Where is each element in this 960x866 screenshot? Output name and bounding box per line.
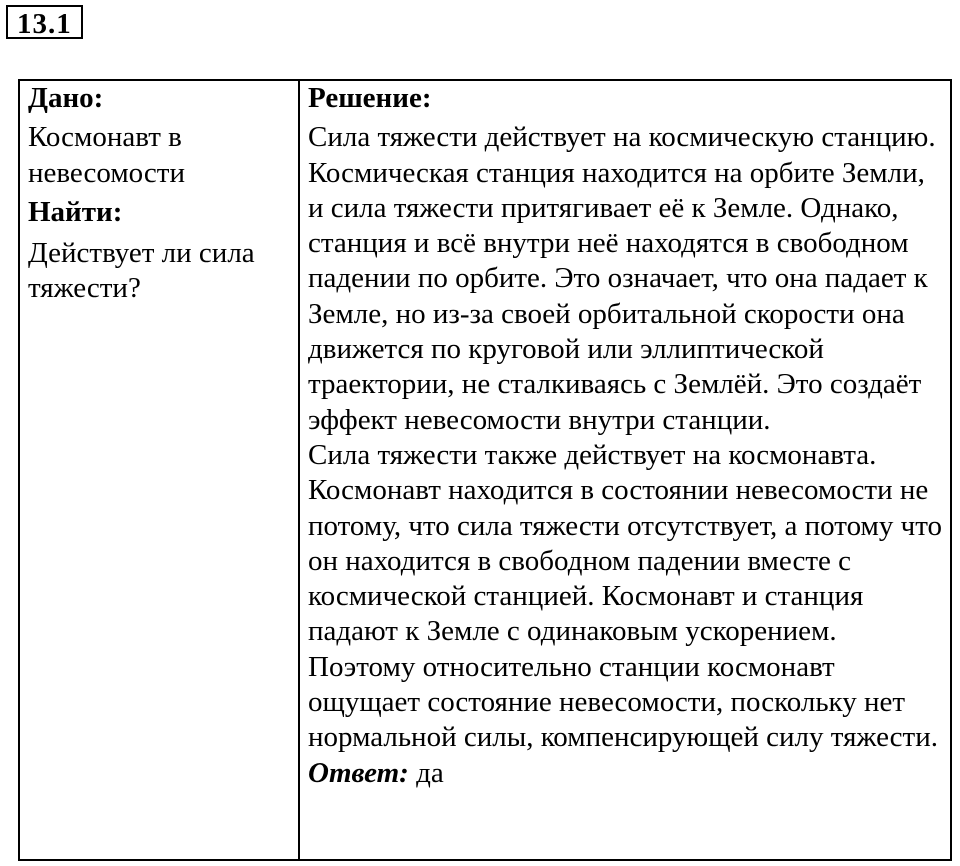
answer-line [308, 756, 942, 791]
answer-value: да [416, 756, 444, 789]
given-cell [19, 80, 299, 860]
task-row [19, 80, 951, 860]
given-header: Дано: [28, 82, 104, 114]
given-text: Космонавт в невесомости [28, 121, 185, 189]
solution-header: Решение: [308, 82, 432, 114]
task-table [18, 79, 952, 861]
solution-cell [299, 80, 951, 860]
find-header: Найти: [28, 195, 123, 228]
solution-paragraph: Сила тяжести также действует на космонавта. Космонавт находится в состоянии невесомости не потому, что сила тяжести отсутствует, а потому что он находится в свободном падении вместе с космической станцией. Космонавт и станция падают к Земле с одинаковым ускорением. Поэтому относительно станции космонавт ощущает состояние невесомости, поскольку нет нормальной силы, компенсирующей силу тяжести. [308, 438, 942, 754]
solution-body [308, 120, 942, 791]
answer-label: Ответ: [308, 756, 409, 789]
problem-number: 13.1 [6, 5, 83, 39]
solution-paragraph: Сила тяжести действует на космическую станцию. Космическая станция находится на орбите Земли, и сила тяжести притягивает её к Земле. Однако, станция и всё внутри неё находятся в свободном падении по орбите. Это означает, что она падает к Земле, но из-за своей орбитальной скорости она движется по круговой или эллиптической траектории, не сталкиваясь с Землёй. Это создаёт эффект невесомости внутри станции. [308, 121, 936, 436]
find-text: Действует ли сила тяжести? [28, 237, 255, 305]
